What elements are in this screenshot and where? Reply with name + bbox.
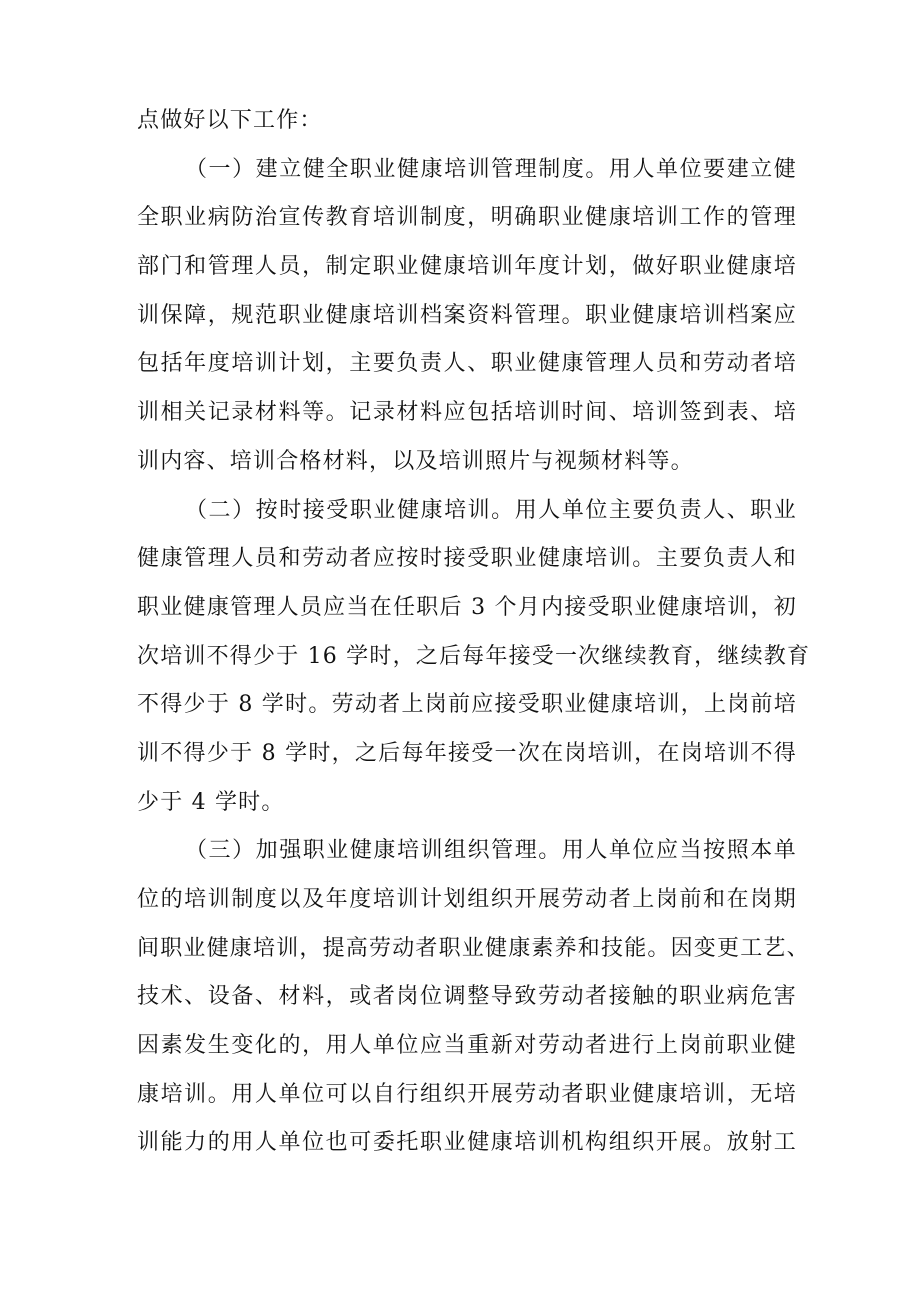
text-line: 训保障，规范职业健康培训档案资料管理。职业健康培训档案应 [137,302,797,328]
text-line: （一）建立健全职业健康培训管理制度。用人单位要建立健 [185,156,797,182]
text-line: 因素发生变化的，用人单位应当重新对劳动者进行上岗前职业健 [137,1033,797,1059]
text-line: 训相关记录材料等。记录材料应包括培训时间、培训签到表、培 [137,400,797,426]
text-line: 健康管理人员和劳动者应按时接受职业健康培训。主要负责人和 [137,546,797,572]
text-line: 技术、设备、材料，或者岗位调整导致劳动者接触的职业病危害 [137,984,797,1010]
text-line: 训不得少于 8 学时，之后每年接受一次在岗培训，在岗培训不得 [137,740,797,766]
text-line: 次培训不得少于 16 学时，之后每年接受一次继续教育，继续教育 [137,643,811,669]
text-line: 不得少于 8 学时。劳动者上岗前应接受职业健康培训，上岗前培 [137,692,797,718]
text-line: 间职业健康培训，提高劳动者职业健康素养和技能。因变更工艺、 [137,935,810,961]
text-line: 包括年度培训计划，主要负责人、职业健康管理人员和劳动者培 [137,351,797,377]
text-line: 位的培训制度以及年度培训计划组织开展劳动者上岗前和在岗期 [137,887,797,912]
text-line: 全职业病防治宣传教育培训制度，明确职业健康培训工作的管理 [137,205,797,231]
body-text [137,97,811,1168]
text-line: 康培训。用人单位可以自行组织开展劳动者职业健康培训，无培 [137,1081,797,1107]
text-line: 点做好以下工作： [137,108,323,133]
text-line: 少于 4 学时。 [137,789,285,815]
text-line: 职业健康管理人员应当在任职后 3 个月内接受职业健康培训，初 [137,594,797,620]
text-line: （二）按时接受职业健康培训。用人单位主要负责人、职业 [185,497,797,523]
text-line: 训内容、培训合格材料，以及培训照片与视频材料等。 [137,448,694,474]
text-line: 部门和管理人员，制定职业健康培训年度计划，做好职业健康培 [137,254,797,280]
text-line: （三）加强职业健康培训组织管理。用人单位应当按照本单 [185,838,797,864]
text-line: 训能力的用人单位也可委托职业健康培训机构组织开展。放射工 [137,1130,797,1156]
